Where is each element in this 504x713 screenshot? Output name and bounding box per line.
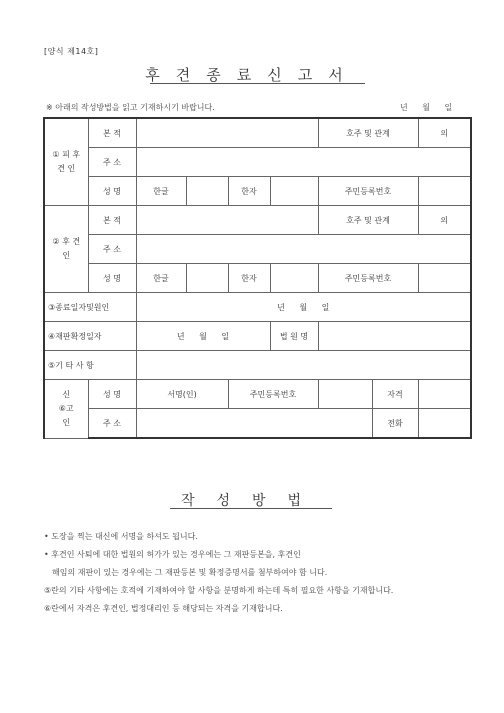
guardian-relation-field[interactable]: 의 (418, 206, 471, 235)
guardian-name-label: 성 명 (88, 264, 136, 293)
ward-name-label: 성 명 (88, 177, 136, 206)
report-form-table (43, 117, 472, 439)
guardian-address-field[interactable] (136, 235, 471, 264)
reporter-label-top: 신 (62, 389, 71, 399)
judgment-date-label: ④재판확정일자 (44, 322, 136, 351)
method-title: 작성방법 (180, 493, 324, 509)
form-title: 후견종료신고서 (145, 66, 359, 84)
ward-section-label: ① 피 후 견 인 (44, 118, 88, 206)
instruction-text: ※ 아래의 작성방법을 읽고 기재하시기 바랍니다. (46, 103, 215, 112)
reporter-address-label: 주 소 (88, 409, 136, 439)
method-item: ⑤란의 기타 사항에는 호적에 기재하여야 할 사항을 분명하게 하는데 특히 필요한 사항을 기재합니다. (44, 586, 394, 595)
reporter-phone-label: 전화 (372, 409, 418, 439)
other-matters-field[interactable] (136, 351, 471, 380)
reporter-name-label: 성 명 (88, 380, 136, 409)
guardian-hanja-label: 한자 (228, 264, 270, 293)
ward-address-field[interactable] (136, 148, 471, 177)
ward-hanja-field[interactable] (270, 177, 318, 206)
ward-address-label: 주 소 (88, 148, 136, 177)
date-header: 년 월 일 (400, 103, 453, 112)
ward-rrn-field[interactable] (418, 177, 471, 206)
ward-relation-field[interactable]: 의 (418, 118, 471, 148)
reporter-rrn-field[interactable] (318, 380, 372, 409)
form-number: [양식 제14호] (44, 47, 99, 56)
reporter-address-field[interactable] (136, 409, 372, 439)
method-item: 해임의 재판이 있는 경우에는 그 재판등본 및 확정증명서를 첨부하여야 함 니다. (52, 568, 328, 577)
reporter-qualification-field[interactable] (418, 380, 471, 409)
guardian-hanja-field[interactable] (270, 264, 318, 293)
guardian-hangul-field[interactable] (186, 264, 228, 293)
reporter-qualification-label: 자격 (372, 380, 418, 409)
ward-hangul-field[interactable] (186, 177, 228, 206)
ward-hanja-label: 한자 (228, 177, 270, 206)
method-item: • 후견인 사퇴에 대한 법원의 허가가 있는 경우에는 그 재판등본을, 후견인 (44, 550, 301, 559)
end-date-reason-field[interactable]: 년 월 일 (136, 293, 471, 322)
other-matters-label: ⑤기 타 사 항 (44, 351, 136, 380)
guardian-relation-label: 호주 및 관계 (318, 206, 418, 235)
guardian-domicile-label: 본 적 (88, 206, 136, 235)
guardian-hangul-label: 한글 (136, 264, 186, 293)
method-list (44, 528, 474, 618)
ward-relation-label: 호주 및 관계 (318, 118, 418, 148)
guardian-domicile-field[interactable] (136, 206, 318, 235)
court-name-field[interactable] (318, 322, 471, 351)
ward-rrn-label: 주민등록번호 (318, 177, 418, 206)
ward-hangul-label: 한글 (136, 177, 186, 206)
guardian-rrn-label: 주민등록번호 (318, 264, 418, 293)
reporter-section-label (44, 380, 88, 439)
method-underline (170, 508, 332, 509)
title-underline (150, 83, 365, 84)
guardian-section-label: ② 후 견 인 (44, 206, 88, 293)
reporter-signature-field[interactable]: 서명(인) (136, 380, 228, 409)
reporter-phone-field[interactable] (418, 409, 471, 439)
ward-domicile-field[interactable] (136, 118, 318, 148)
reporter-label-bot: 인 (62, 417, 71, 427)
judgment-date-field[interactable]: 년 월 일 (136, 322, 270, 351)
reporter-rrn-label: 주민등록번호 (228, 380, 318, 409)
method-item: • 도장을 찍는 대신에 서명을 하셔도 됩니다. (44, 532, 198, 541)
reporter-label-mid: ⑥고 (58, 403, 74, 413)
ward-domicile-label: 본 적 (88, 118, 136, 148)
end-date-reason-label: ③종료일자및원인 (44, 293, 136, 322)
guardian-address-label: 주 소 (88, 235, 136, 264)
method-item: ⑥란에서 자격은 후견인, 법정대리인 등 해당되는 자격을 기재합니다. (44, 604, 283, 613)
court-name-label: 법 원 명 (270, 322, 318, 351)
guardian-rrn-field[interactable] (418, 264, 471, 293)
